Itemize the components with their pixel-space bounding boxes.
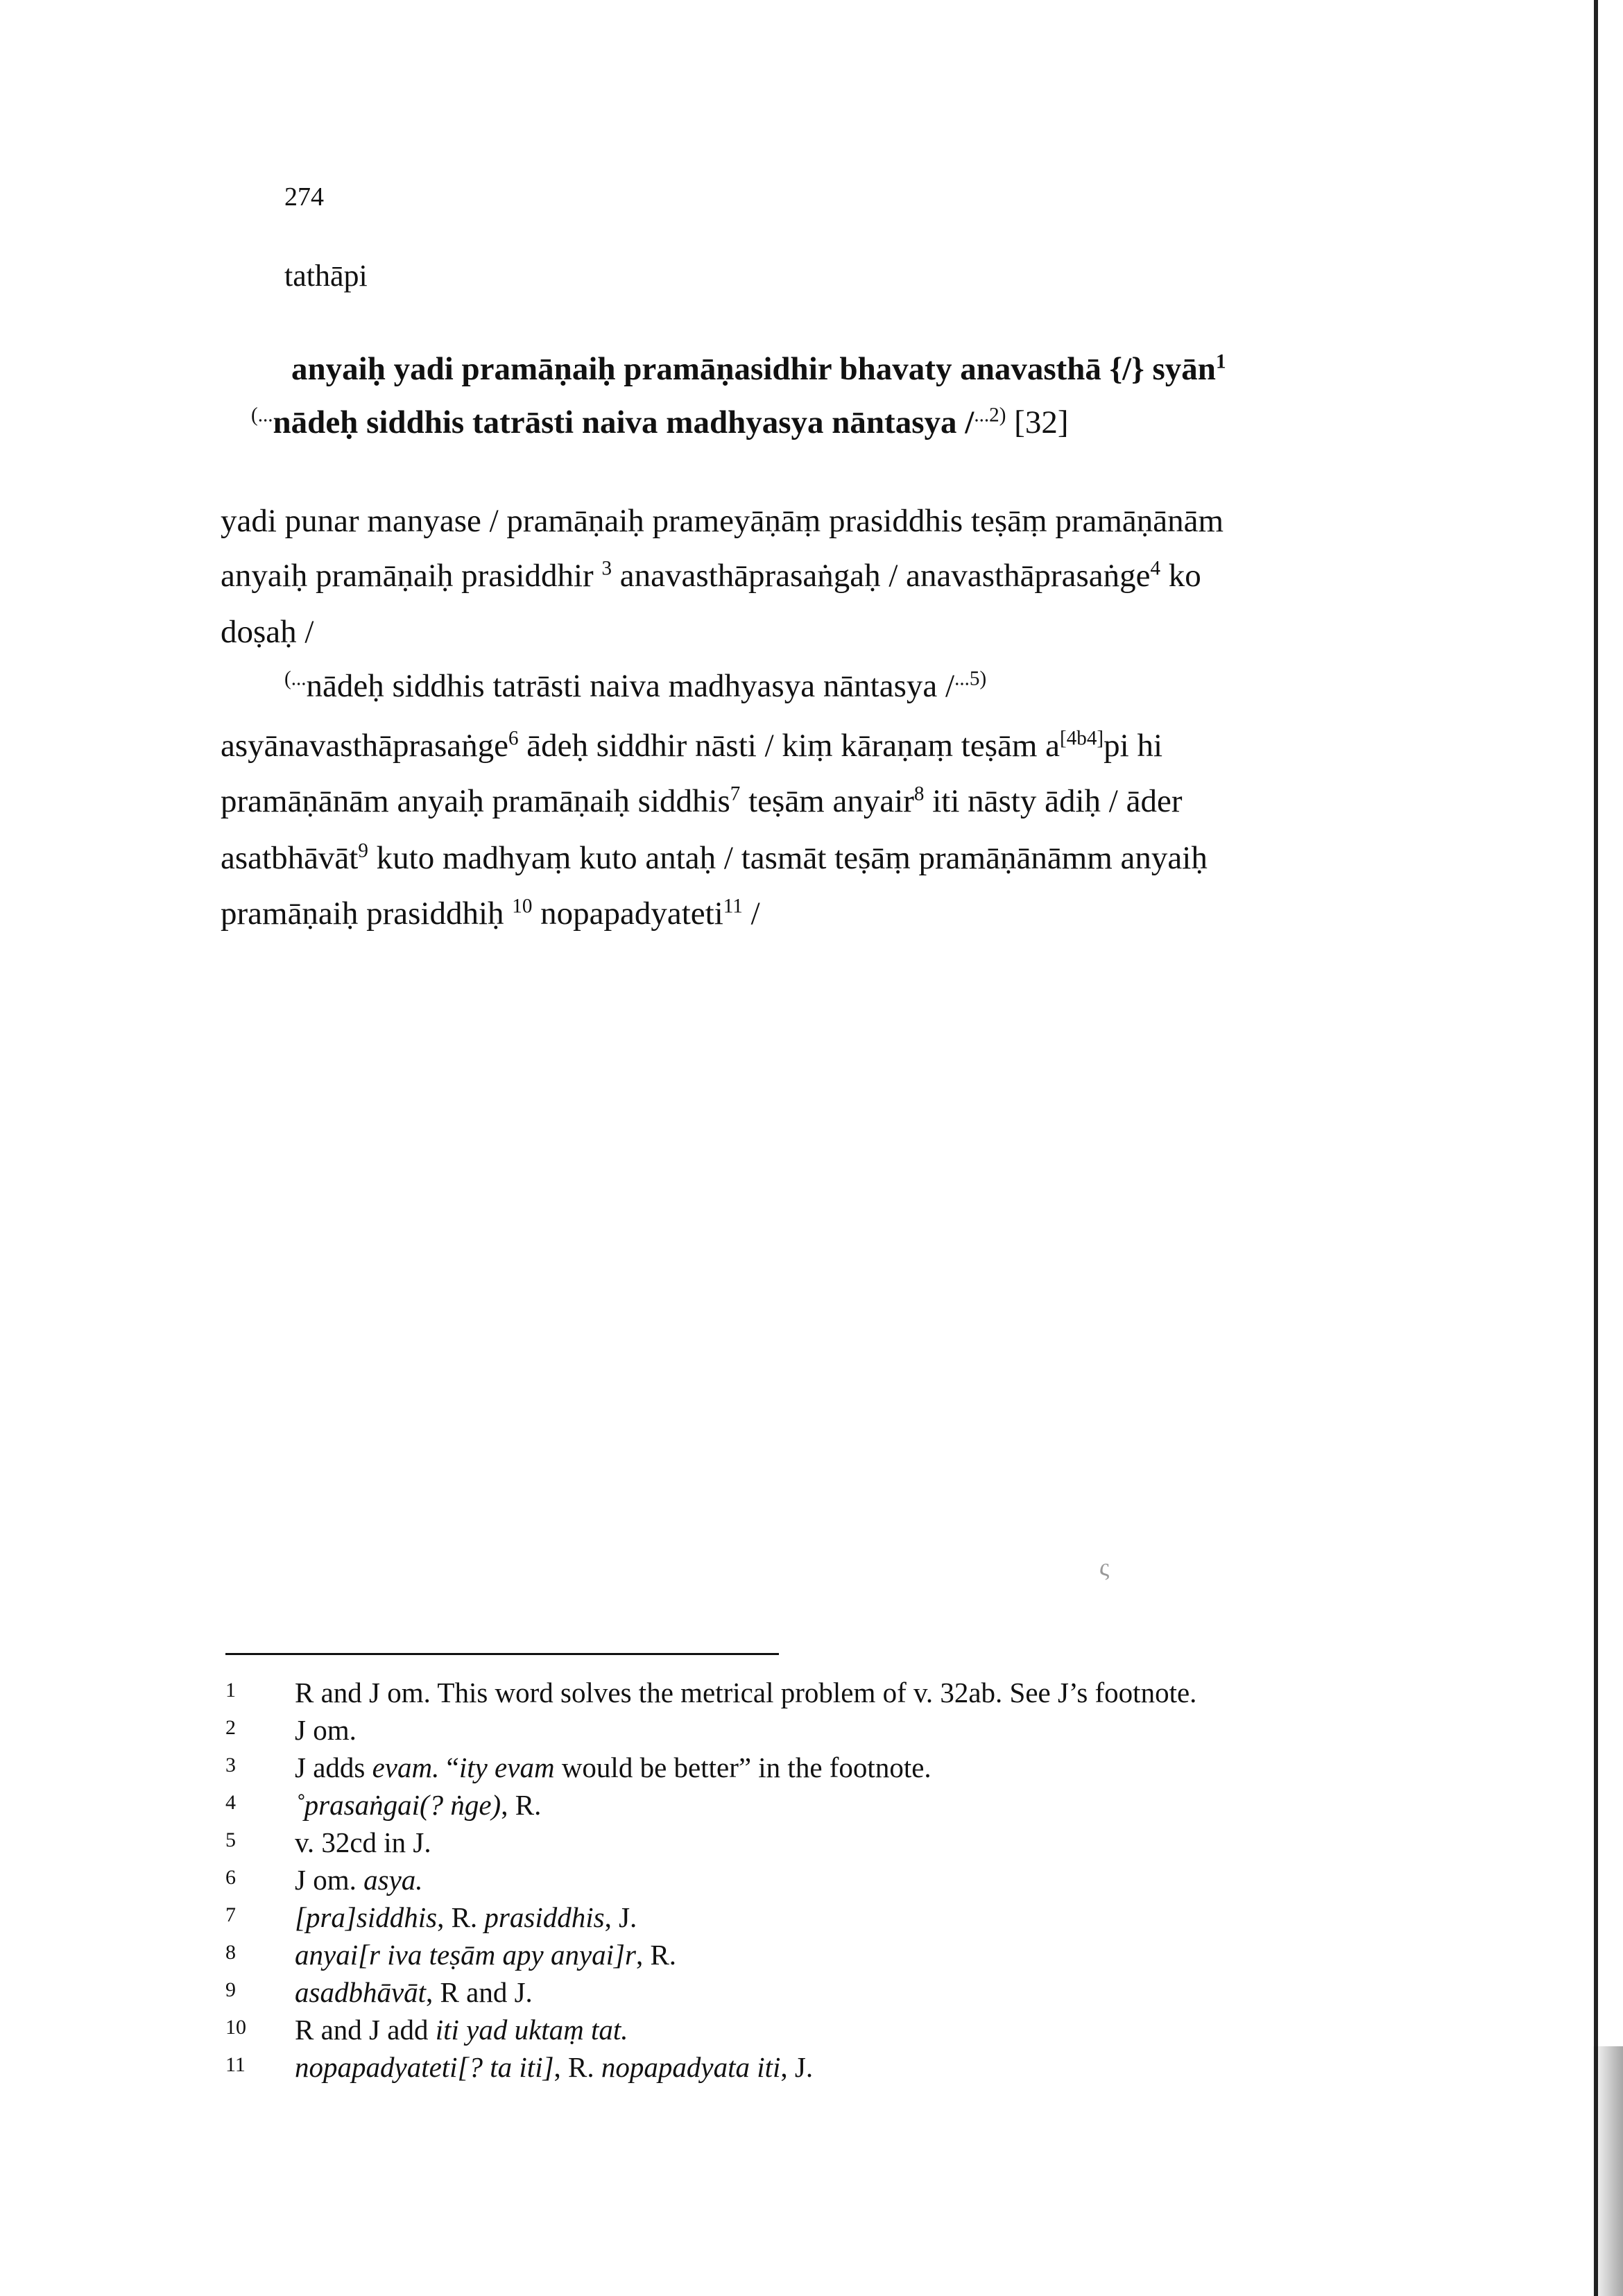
footnote-5: 5 v. 32cd in J. xyxy=(225,1826,431,1858)
verse-line-1 xyxy=(291,350,1226,388)
page-edge-line xyxy=(1594,0,1598,2296)
footnote-7: 7 [pra]siddhis, R. prasiddhis, J. xyxy=(225,1901,637,1933)
variant-close-2: ...2) xyxy=(974,404,1006,427)
intro-word: tathāpi xyxy=(284,259,368,293)
scan-edge-shadow xyxy=(1591,2046,1623,2296)
footnote-ref-7: 7 xyxy=(730,782,741,805)
footnote-9: 9 asadbhāvāt, R and J. xyxy=(225,1976,533,2008)
footnote-ref-4: 4 xyxy=(1150,557,1161,580)
commentary-line-5: asyānavasthāprasaṅge$^6$ ādeḥ siddhir nāsti / kiṃ kāraṇaṃ teṣām a[4b4]pi hi xyxy=(221,727,1163,764)
commentary-line-6: pramāṇānām anyaiḥ pramāṇaiḥ siddhis$^7$ teṣām anyair$^8$ iti nāsty ādiḥ / āder xyxy=(221,782,1183,819)
folio-marker: [4b4] xyxy=(1060,727,1104,750)
footnote-6: 6 J om. asya. xyxy=(225,1864,423,1896)
footnote-ref-6: 6 xyxy=(508,727,519,750)
footnote-ref-8: 8 xyxy=(913,782,925,805)
verse-line-1-text: anyaiḥ yadi pramāṇaiḥ pramāṇasidhir bhavaty anavasthā {/} syān xyxy=(291,351,1216,387)
verse-number: [32] xyxy=(1014,404,1069,440)
footnote-1: 1 R and J om. This word solves the metrical problem of v. 32ab. See J’s footnote. xyxy=(225,1677,1197,1708)
verse-line-2-text: nādeḥ siddhis tatrāsti naiva madhyasya nāntasya / xyxy=(273,404,974,440)
footnote-2: 2 J om. xyxy=(225,1714,357,1746)
quoted-verse: (...nādeḥ siddhis tatrāsti naiva madhyasya nāntasya /$^{...5)}$ xyxy=(284,667,987,704)
commentary-line-7: asatbhāvāt$^9$ kuto madhyaṃ kuto antaḥ / tasmāt teṣāṃ pramāṇānāmm anyaiḥ xyxy=(221,839,1208,876)
footnote-11: 11 nopapadyateti[? ta iti], R. nopapadyata iti, J. xyxy=(225,2051,814,2083)
commentary-line-8: pramāṇaiḥ prasiddhiḥ $^{10}$ nopapadyateti$^{11}$ / xyxy=(221,895,760,932)
commentary-line-1: yadi punar manyase / pramāṇaiḥ prameyāṇāṃ prasiddhis teṣāṃ pramāṇānām xyxy=(221,503,1224,539)
variant-open-5: (... xyxy=(284,667,307,690)
footnote-ref-3: 3 xyxy=(601,557,612,580)
variant-open-2: (... xyxy=(251,404,273,427)
footnote-10: 10 R and J add iti yad uktaṃ tat. xyxy=(225,2014,628,2046)
verse-line-2 xyxy=(251,404,1068,441)
footnote-ref-1: 1 xyxy=(1215,350,1226,373)
footnote-ref-10: 10 xyxy=(512,895,533,918)
footnote-ref-11: 11 xyxy=(723,895,743,918)
footnote-separator xyxy=(225,1653,779,1655)
variant-close-5: ...5) xyxy=(954,667,987,690)
commentary-line-3: doṣaḥ / xyxy=(221,614,314,650)
footnote-3: 3 J adds evam. “ity evam would be better” in the footnote. xyxy=(225,1751,931,1783)
margin-mark: ς xyxy=(1099,1553,1110,1581)
footnote-8: 8 anyai[r iva teṣām apy anyai]r, R. xyxy=(225,1939,677,1971)
footnote-4: 4 ˚prasaṅgai(? ṅge), R. xyxy=(225,1789,542,1821)
page-number: 274 xyxy=(284,182,324,212)
commentary-line-2: anyaiḥ pramāṇaiḥ prasiddhir $^3$ anavasthāprasaṅgaḥ / anavasthāprasaṅge$^4$ ko xyxy=(221,557,1201,594)
footnote-ref-9: 9 xyxy=(358,839,368,862)
